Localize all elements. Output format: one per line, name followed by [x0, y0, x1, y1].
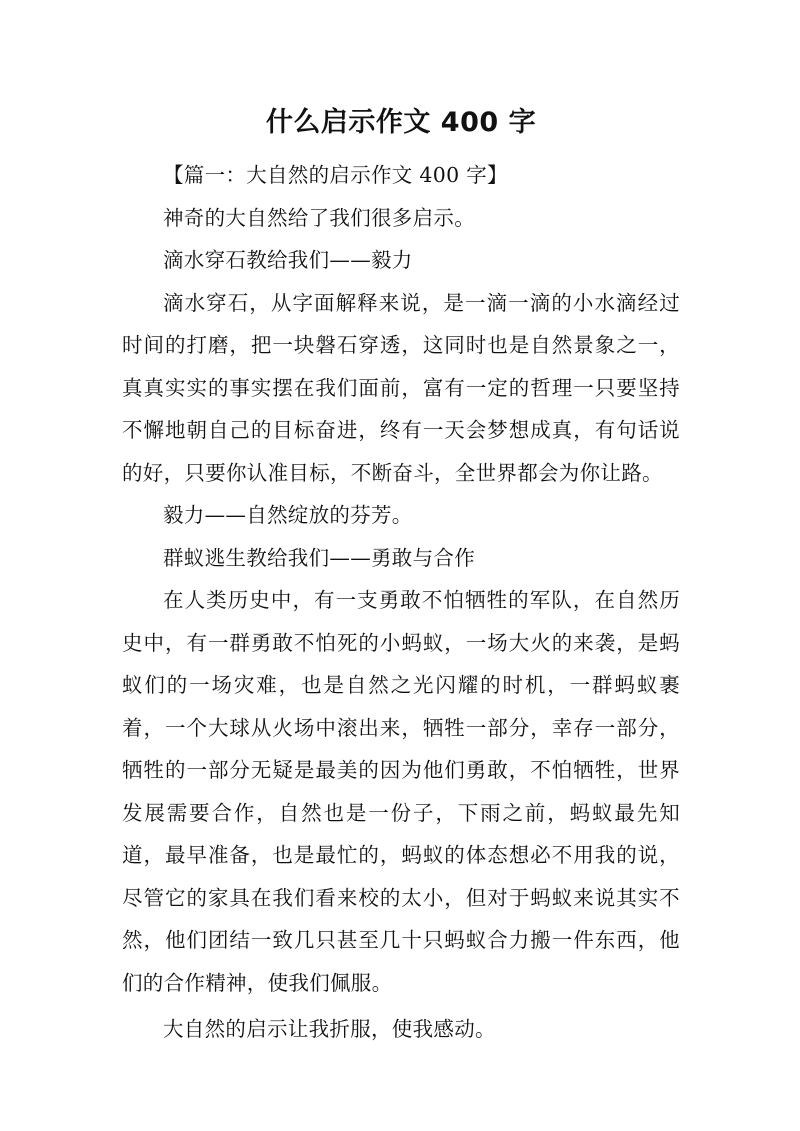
document-title: 什么启示作文 400 字 — [265, 107, 537, 138]
intro-paragraph: 神奇的大自然给了我们很多启示。 — [163, 205, 475, 230]
perseverance-summary: 毅力——自然绽放的芬芳。 — [163, 503, 413, 527]
body-paragraph-ants: 在人类历史中，有一支勇敢不怕牺牲的军队，在自然历史中，有一群勇敢不怕死的小蚂蚁，一场大火的来袭，是蚂蚁们的一场灾难，也是自然之光闪耀的时机，一群蚂蚁裹着，一个大球从火场中滚出来，牺牲一部分，幸存一部分，牺牲的一部分无疑是最美的因为他们勇敢，不怕牺牲，世界发展需要合作，自然也是一份子，下雨之前，蚂蚁最先知道，最早准备，也是最忙的，蚂蚁的体态想必不用我的说，尽管它的家具在我们看来校的太小，但对于蚂蚁来说其实不然，他们团结一致几只甚至几十只蚂蚁合力搬一件东西，他们的合作精神，使我们佩服。 — [122, 588, 680, 995]
document-page — [122, 96, 680, 1051]
subheading-courage-cooperation: 群蚁逃生教给我们——勇敢与合作 — [163, 545, 475, 570]
subheading-perseverance: 滴水穿石教给我们——毅力 — [163, 248, 413, 272]
conclusion-paragraph: 大自然的启示让我折服，使我感动。 — [163, 1017, 496, 1041]
body-paragraph-dripping-water: 滴水穿石，从字面解释来说，是一滴一滴的小水滴经过时间的打磨，把一块磐石穿透，这同时也是自然景象之一，真真实实的事实摆在我们面前，富有一定的哲理一只要坚持不懈地朝自己的目标奋进，终有一天会梦想成真，有句话说的好，只要你认准目标，不断奋斗，全世界都会为你让路。 — [122, 290, 680, 485]
section-heading: 【篇一：大自然的启示作文 400 字】 — [163, 163, 508, 187]
